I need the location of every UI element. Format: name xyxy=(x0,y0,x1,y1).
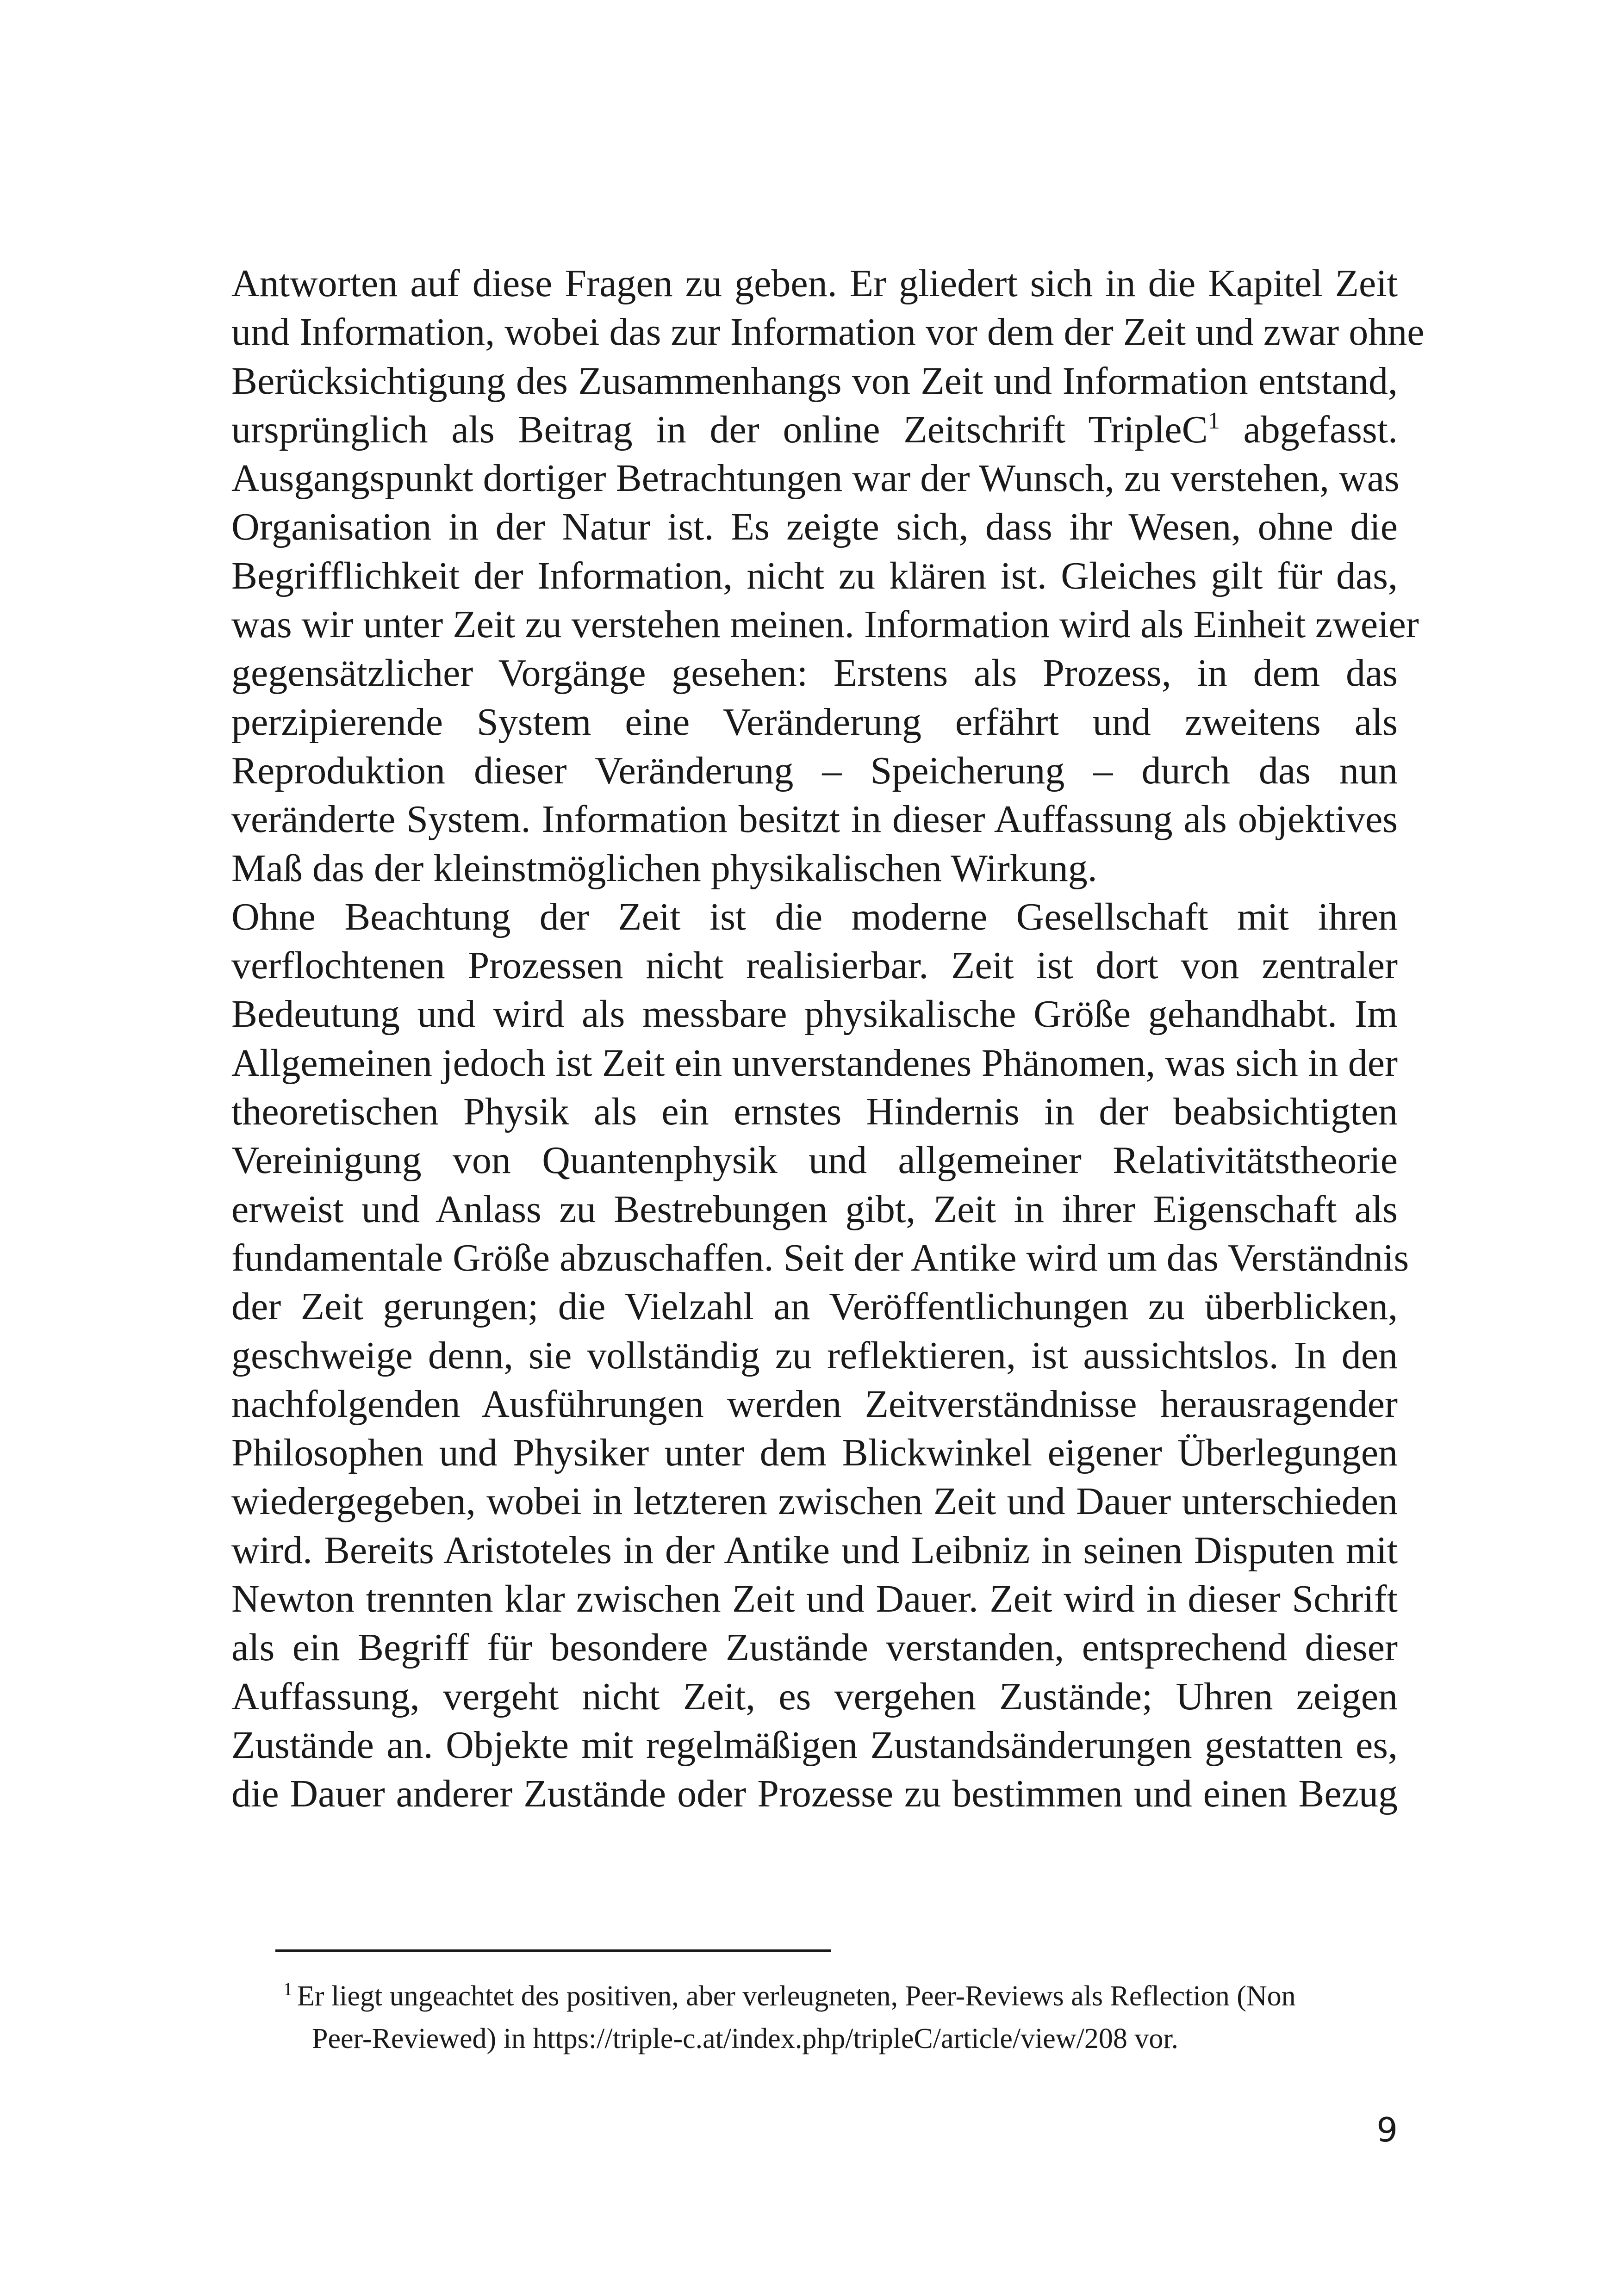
text-line: perzipierende System eine Veränderung erfährt und zweitens als xyxy=(231,700,1398,744)
body-text xyxy=(231,259,1425,1818)
text-line: erweist und Anlass zu Bestrebungen gibt, Zeit in ihrer Eigenschaft als xyxy=(231,1187,1398,1231)
text-line: wird. Bereits Aristoteles in der Antike und Leibniz in seinen Disputen mit xyxy=(231,1528,1398,1572)
footnote-separator xyxy=(275,1949,831,1952)
text-line: Newton trennten klar zwischen Zeit und Dauer. Zeit wird in dieser Schrift xyxy=(231,1577,1398,1621)
text-line: theoretischen Physik als ein ernstes Hindernis in der beabsichtigten xyxy=(231,1090,1398,1134)
text-line: gegensätzlicher Vorgänge gesehen: Erstens als Prozess, in dem das xyxy=(231,652,1398,695)
text-line: Reproduktion dieser Veränderung – Speicherung – durch das nun xyxy=(231,749,1398,792)
text-line: Philosophen und Physiker unter dem Blickwinkel eigener Überlegungen xyxy=(231,1431,1398,1475)
text-line: was wir unter Zeit zu verstehen meinen. Information wird als Einheit zweier xyxy=(231,603,1419,646)
text-line-with-footnote-ref xyxy=(231,405,1398,454)
text-line: und Information, wobei das zur Information vor dem der Zeit und zwar ohne xyxy=(231,310,1425,354)
text-line: Vereinigung von Quantenphysik und allgemeiner Relativitätstheorie xyxy=(231,1139,1398,1182)
footnote-line xyxy=(283,2017,1394,2060)
text-segment: ursprünglich als Beitrag in der online Zeitschrift TripleC xyxy=(231,408,1208,451)
text-segment: abgefasst. xyxy=(1220,408,1398,451)
footnote-reference[interactable]: 1 xyxy=(1207,407,1220,434)
page-number: 9 xyxy=(1376,2110,1398,2149)
footnote-marker: 1 xyxy=(283,1979,292,1999)
text-line: veränderte System. Information besitzt in dieser Auffassung als objektives xyxy=(231,798,1398,841)
text-line: Ohne Beachtung der Zeit ist die moderne Gesellschaft mit ihren xyxy=(231,895,1398,938)
text-line: Begrifflichkeit der Information, nicht zu klären ist. Gleiches gilt für das, xyxy=(231,554,1398,597)
text-line: Zustände an. Objekte mit regelmäßigen Zustandsänderungen gestatten es, xyxy=(231,1723,1398,1767)
text-line: der Zeit gerungen; die Vielzahl an Veröffentlichungen zu überblicken, xyxy=(231,1285,1398,1328)
text-line: Auffassung, vergeht nicht Zeit, es vergehen Zustände; Uhren zeigen xyxy=(231,1675,1398,1718)
text-line: nachfolgenden Ausführungen werden Zeitverständnisse herausragender xyxy=(231,1382,1398,1426)
text-line: Bedeutung und wird als messbare physikalische Größe gehandhabt. Im xyxy=(231,993,1398,1036)
text-line: Organisation in der Natur ist. Es zeigte sich, dass ihr Wesen, ohne die xyxy=(231,505,1398,549)
footnote xyxy=(283,1975,1394,2060)
footnote-line xyxy=(283,1975,1394,2017)
text-line: fundamentale Größe abzuschaffen. Seit der Antike wird um das Verständnis xyxy=(231,1236,1409,1279)
text-line-last: Maß das der kleinstmöglichen physikalischen Wirkung. xyxy=(231,846,1097,890)
text-line: die Dauer anderer Zustände oder Prozesse zu bestimmen und einen Bezug xyxy=(231,1772,1398,1816)
text-line: als ein Begriff für besondere Zustände verstanden, entsprechend dieser xyxy=(231,1626,1398,1669)
text-line: geschweige denn, sie vollständig zu reflektieren, ist aussichtslos. In den xyxy=(231,1334,1398,1377)
paragraph-2 xyxy=(231,893,1409,1818)
paragraph-1 xyxy=(231,259,1425,893)
footnote-text-with-link[interactable]: Peer-Reviewed) in https://triple-c.at/index.php/tripleC/article/view/208 vor. xyxy=(312,2023,1179,2054)
text-line: verflochtenen Prozessen nicht realisierbar. Zeit ist dort von zentraler xyxy=(231,944,1398,987)
text-line: Berücksichtigung des Zusammenhangs von Zeit und Information entstand, xyxy=(231,359,1398,403)
text-line: wiedergegeben, wobei in letzteren zwischen Zeit und Dauer unterschieden xyxy=(231,1480,1398,1523)
text-line: Ausgangspunkt dortiger Betrachtungen war der Wunsch, zu verstehen, was xyxy=(231,457,1400,500)
text-line: Allgemeinen jedoch ist Zeit ein unverstandenes Phänomen, was sich in der xyxy=(231,1041,1398,1085)
text-line: Antworten auf diese Fragen zu geben. Er gliedert sich in die Kapitel Zeit xyxy=(231,262,1398,305)
footnote-text: Er liegt ungeachtet des positiven, aber verleugneten, Peer-Reviews als Reflection (Non xyxy=(297,1980,1296,2012)
